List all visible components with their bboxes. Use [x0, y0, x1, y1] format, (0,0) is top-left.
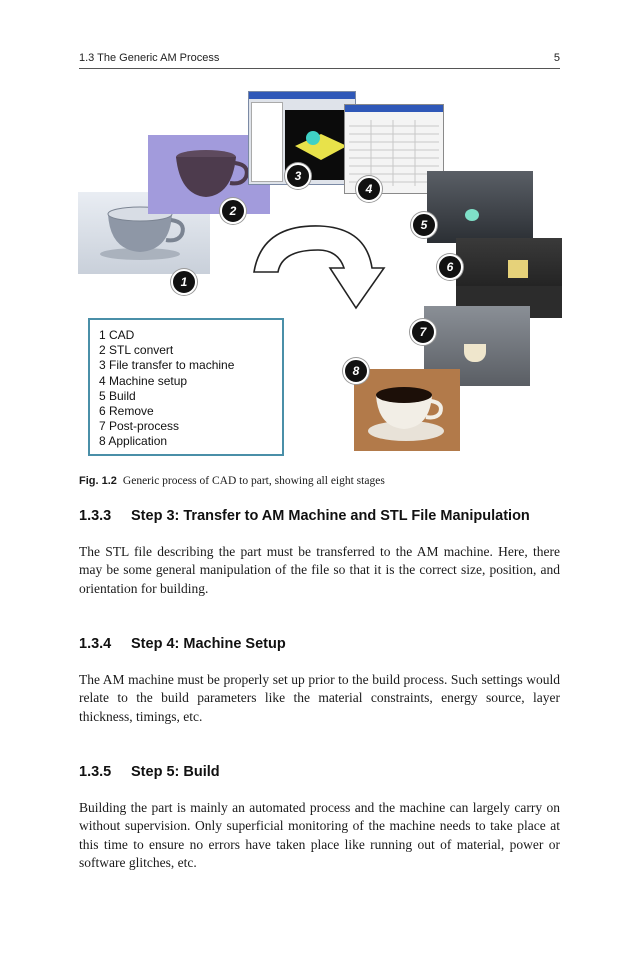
- build-chamber-image: [427, 171, 533, 243]
- stage-badge: 5: [411, 212, 437, 238]
- coffee-cup-illustration: [354, 369, 460, 451]
- legend-item: 8 Application: [99, 434, 168, 449]
- stage-badge: 4: [356, 176, 382, 202]
- page-number: 5: [553, 52, 560, 64]
- legend-item: 6 Remove: [99, 404, 154, 419]
- stage-badge: 6: [437, 254, 463, 280]
- section-title: Step 5: Build: [131, 764, 220, 780]
- section-header: 1.3 The Generic AM Process: [79, 52, 220, 64]
- section-title: Step 4: Machine Setup: [131, 636, 286, 652]
- section-heading: [79, 764, 220, 780]
- section-number: 1.3.5: [79, 764, 112, 780]
- section-number: 1.3.3: [79, 508, 112, 524]
- section-number: 1.3.4: [79, 636, 112, 652]
- stage-badge: 1: [171, 269, 197, 295]
- section-paragraph: The STL file describing the part must be transferred to the AM machine. Here, there may be some general manipulation of the file so that it is the correct size, position, and orientation for building.: [79, 544, 560, 596]
- section-title: Step 3: Transfer to AM Machine and STL File Manipulation: [131, 508, 530, 524]
- stage-legend: [88, 318, 284, 456]
- legend-item: 7 Post-process: [99, 419, 180, 434]
- application-coffee-image: [354, 369, 460, 451]
- section-heading: [79, 508, 530, 524]
- figure-caption: [79, 475, 385, 487]
- figure-am-process: [78, 88, 562, 458]
- section-heading: [79, 636, 286, 652]
- legend-item: 2 STL convert: [99, 343, 174, 358]
- caption-text: Generic process of CAD to part, showing all eight stages: [122, 475, 385, 487]
- stage-badge: 7: [410, 319, 436, 345]
- process-arrow-icon: [248, 216, 388, 316]
- stage-badge: 2: [220, 198, 246, 224]
- legend-item: 4 Machine setup: [99, 373, 188, 388]
- stage-badge: 3: [285, 163, 311, 189]
- section-paragraph: Building the part is mainly an automated process and the machine can largely carry on without supervision. Only superficial monitoring of the machine needs to take place at this time to ensure no errors have taken place like running out of material, power or software glitches, etc.: [79, 800, 560, 871]
- legend-item: 3 File transfer to machine: [99, 358, 235, 373]
- stage-badge: 8: [343, 358, 369, 384]
- caption-label: Fig. 1.2: [79, 475, 117, 487]
- running-head: [79, 50, 560, 69]
- section-paragraph: The AM machine must be properly set up prior to the build process. Such settings would relate to the build parameters like the material constraints, energy source, layer thickness, timings, etc.: [79, 672, 560, 724]
- legend-item: 5 Build: [99, 388, 136, 403]
- legend-item: 1 CAD: [99, 328, 135, 342]
